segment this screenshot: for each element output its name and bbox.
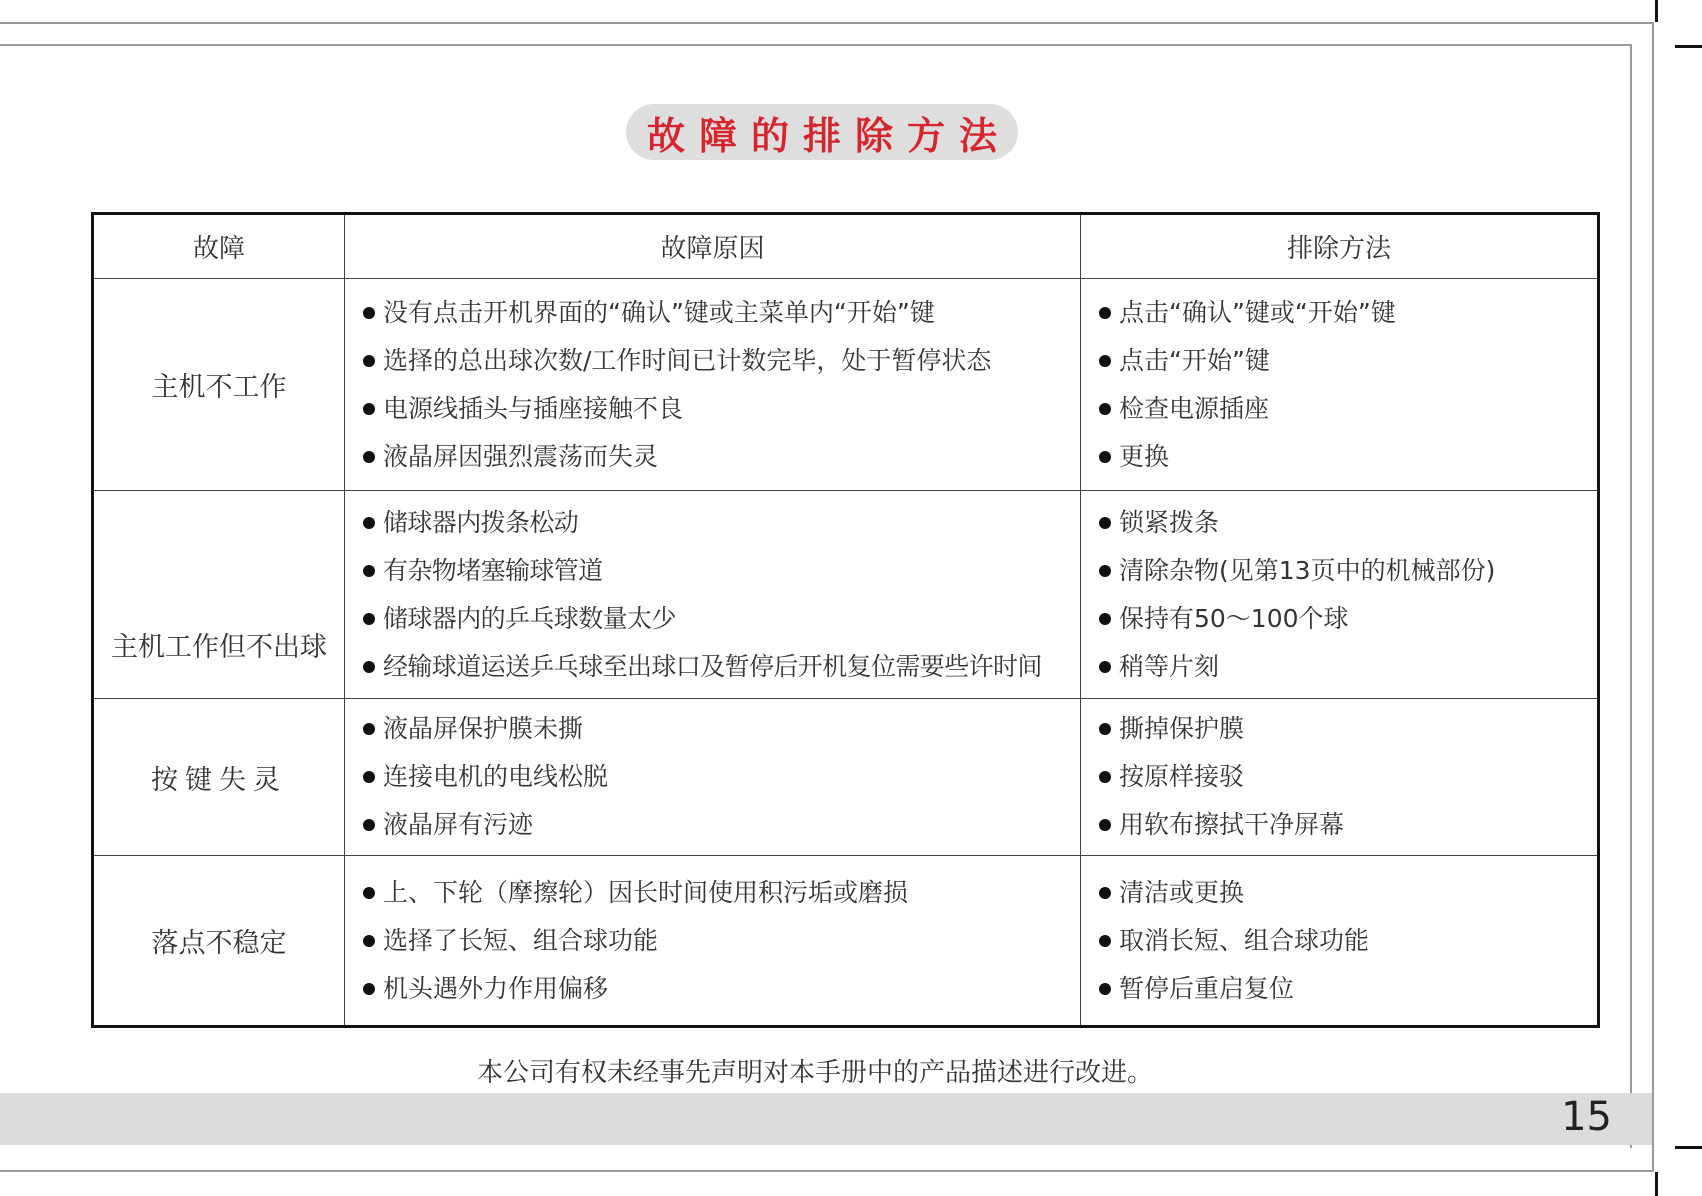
fault-name: 按键失灵 [93, 699, 345, 856]
header-remedy: 排除方法 [1081, 214, 1599, 279]
crop-mark [1675, 45, 1702, 48]
table-row [93, 856, 1599, 1027]
bullet-icon [363, 661, 375, 673]
list-item: 检查电源插座 [1095, 385, 1597, 433]
title-banner [626, 104, 1018, 160]
crop-mark [1675, 1146, 1702, 1149]
bullet-icon [363, 935, 375, 947]
remedy-cell [1081, 699, 1599, 856]
page-number: 15 [1561, 1094, 1612, 1140]
list-item: 有杂物堵塞输球管道 [359, 547, 1080, 595]
remedy-cell [1081, 856, 1599, 1027]
bullet-icon [1099, 565, 1111, 577]
bullet-icon [1099, 661, 1111, 673]
bullet-icon [1099, 517, 1111, 529]
bullet-icon [363, 451, 375, 463]
bullet-icon [363, 565, 375, 577]
list-item: 液晶屏有污迹 [359, 801, 1080, 849]
bullet-icon [363, 403, 375, 415]
bullet-icon [1099, 403, 1111, 415]
bullet-icon [363, 613, 375, 625]
list-item: 电源线插头与插座接触不良 [359, 385, 1080, 433]
bullet-icon [1099, 451, 1111, 463]
list-item: 稍等片刻 [1095, 643, 1597, 691]
header-fault: 故障 [93, 214, 345, 279]
list-item: 更换 [1095, 433, 1597, 481]
list-item: 点击“确认”键或“开始”键 [1095, 289, 1597, 337]
cause-cell [345, 491, 1081, 699]
remedy-cell [1081, 279, 1599, 491]
frame-right-line [1652, 22, 1654, 1172]
footer-band [0, 1093, 1652, 1145]
list-item: 取消长短、组合球功能 [1095, 917, 1597, 965]
bullet-icon [1099, 723, 1111, 735]
bullet-icon [1099, 819, 1111, 831]
table-row [93, 699, 1599, 856]
table-header-row [93, 214, 1599, 279]
fault-name: 主机不工作 [93, 279, 345, 491]
bullet-icon [1099, 887, 1111, 899]
list-item: 连接电机的电线松脱 [359, 753, 1080, 801]
bullet-icon [1099, 983, 1111, 995]
list-item: 选择的总出球次数/工作时间已计数完毕，处于暂停状态 [359, 337, 1080, 385]
table-row [93, 279, 1599, 491]
frame-top-line [0, 22, 1652, 24]
bullet-icon [363, 517, 375, 529]
list-item: 用软布擦拭干净屏幕 [1095, 801, 1597, 849]
crop-mark [1655, 0, 1658, 22]
frame-bottom-line [0, 1170, 1652, 1172]
bullet-icon [1099, 935, 1111, 947]
header-cause: 故障原因 [345, 214, 1081, 279]
bullet-icon [363, 819, 375, 831]
remedy-cell [1081, 491, 1599, 699]
fault-name: 主机工作但不出球 [93, 491, 345, 699]
list-item: 清除杂物(见第13页中的机械部份) [1095, 547, 1597, 595]
list-item: 液晶屏因强烈震荡而失灵 [359, 433, 1080, 481]
list-item: 清洁或更换 [1095, 869, 1597, 917]
bullet-icon [1099, 613, 1111, 625]
list-item: 选择了长短、组合球功能 [359, 917, 1080, 965]
list-item: 暂停后重启复位 [1095, 965, 1597, 1013]
bullet-icon [363, 355, 375, 367]
list-item: 储球器内拨条松动 [359, 499, 1080, 547]
bullet-icon [1099, 307, 1111, 319]
list-item: 撕掉保护膜 [1095, 705, 1597, 753]
troubleshooting-table [91, 212, 1600, 1028]
list-item: 没有点击开机界面的“确认”键或主菜单内“开始”键 [359, 289, 1080, 337]
list-item: 液晶屏保护膜未撕 [359, 705, 1080, 753]
frame-inner-right-line [1630, 44, 1632, 1148]
frame-inner-top-line [0, 44, 1630, 46]
list-item: 上、下轮（摩擦轮）因长时间使用积污垢或磨损 [359, 869, 1080, 917]
bullet-icon [1099, 355, 1111, 367]
fault-name: 落点不稳定 [93, 856, 345, 1027]
bullet-icon [363, 771, 375, 783]
list-item: 保持有50～100个球 [1095, 595, 1597, 643]
cause-cell [345, 279, 1081, 491]
list-item: 机头遇外力作用偏移 [359, 965, 1080, 1013]
crop-mark [1655, 1172, 1658, 1196]
bullet-icon [363, 887, 375, 899]
page-title: 故障的排除方法 [646, 113, 1011, 158]
bullet-icon [363, 983, 375, 995]
cause-cell [345, 699, 1081, 856]
bullet-icon [1099, 771, 1111, 783]
cause-cell [345, 856, 1081, 1027]
bullet-icon [363, 723, 375, 735]
list-item: 经输球道运送乒乓球至出球口及暂停后开机复位需要些许时间 [359, 643, 1080, 691]
list-item: 点击“开始”键 [1095, 337, 1597, 385]
list-item: 按原样接驳 [1095, 753, 1597, 801]
disclaimer-note: 本公司有权未经事先声明对本手册中的产品描述进行改进。 [476, 1058, 1153, 1088]
list-item: 储球器内的乒乓球数量太少 [359, 595, 1080, 643]
list-item: 锁紧拨条 [1095, 499, 1597, 547]
bullet-icon [363, 307, 375, 319]
table-row [93, 491, 1599, 699]
